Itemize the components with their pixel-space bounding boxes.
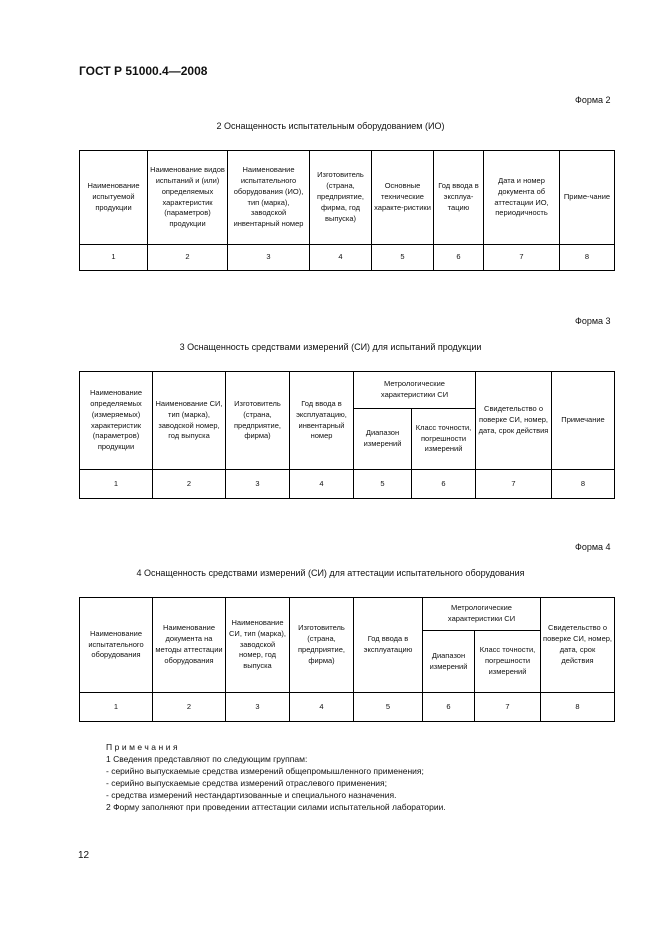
form-3-metrology-group-header: Метрологические характеристики СИ <box>354 372 476 409</box>
form-2-num-2: 2 <box>148 245 228 271</box>
form-2-col-4-header: Изготовитель (страна, предприятие, фирма, год выпуска) <box>310 151 372 245</box>
form-4-col-8-header: Свидетельство о поверке СИ, номер, дата, срок действия <box>541 598 615 693</box>
form-2-header-row <box>80 151 615 245</box>
note-line-4: - средства измерений нестандартизованные и специального назначения. <box>106 790 397 801</box>
form-3-caption: 3 Оснащенность средствами измерений (СИ) для испытаний продукции <box>179 342 482 352</box>
form-4-num-6: 6 <box>423 693 475 722</box>
form-4-col-5-header: Год ввода в эксплуатацию <box>354 598 423 693</box>
form-4-caption: 4 Оснащенность средствами измерений (СИ) для аттестации испытательного оборудования <box>136 568 525 578</box>
form-3-num-3: 3 <box>226 470 290 499</box>
form-2-num-4: 4 <box>310 245 372 271</box>
form-4-num-4: 4 <box>290 693 354 722</box>
form-3-num-1: 1 <box>80 470 153 499</box>
form-4-num-1: 1 <box>80 693 153 722</box>
form-3-col-5-header: Диапазон измерений <box>354 409 412 470</box>
form-4-col-7-header: Класс точности, погрешности измерений <box>475 631 541 693</box>
form-3-table <box>79 371 615 499</box>
form-4-num-2: 2 <box>153 693 226 722</box>
form-4-header-row-1 <box>80 598 615 631</box>
form-2-col-7-header: Дата и номер документа об аттестации ИО, периодичность <box>484 151 560 245</box>
notes-block <box>106 741 446 813</box>
page-number: 12 <box>78 850 90 861</box>
form-4-col-4-header: Изготовитель (страна, предприятие, фирма) <box>290 598 354 693</box>
form-4-metrology-group-header: Метрологические характеристики СИ <box>423 598 541 631</box>
note-line-2: - серийно выпускаемые средства измерений общепромышленного применения; <box>106 766 424 777</box>
form-2-num-5: 5 <box>372 245 434 271</box>
form-2-col-3-header: Наименование испытательного оборудования (ИО), тип (марка), заводской инвентарный номер <box>228 151 310 245</box>
form-2-num-1: 1 <box>80 245 148 271</box>
form-3-header-row-1 <box>80 372 615 409</box>
form-4-col-3-header: Наименование СИ, тип (марка), заводской номер, год выпуска <box>226 598 290 693</box>
form-2-number-row <box>80 245 615 271</box>
note-line-3: - серийно выпускаемые средства измерений отраслевого применения; <box>106 778 388 789</box>
form-3-num-8: 8 <box>552 470 615 499</box>
form-3-col-3-header: Изготовитель (страна, предприятие, фирма) <box>226 372 290 470</box>
form-4-table <box>79 597 615 722</box>
form-3-num-2: 2 <box>153 470 226 499</box>
form-3-label: Форма 3 <box>575 316 611 326</box>
form-3-number-row <box>80 470 615 499</box>
form-4-num-8: 8 <box>541 693 615 722</box>
document-header: ГОСТ Р 51000.4—2008 <box>79 64 208 78</box>
form-3-num-6: 6 <box>412 470 476 499</box>
form-2-caption: 2 Оснащенность испытательным оборудованием (ИО) <box>216 121 445 131</box>
form-2-num-3: 3 <box>228 245 310 271</box>
form-2-num-7: 7 <box>484 245 560 271</box>
form-3-col-2-header: Наименование СИ, тип (марка), заводской номер, год выпуска <box>153 372 226 470</box>
form-4-num-7: 7 <box>475 693 541 722</box>
form-2-col-6-header: Год ввода в эксплуа-тацию <box>434 151 484 245</box>
form-2-col-2-header: Наименование видов испытаний и (или) определяемых характеристик (параметров) продукции <box>148 151 228 245</box>
form-2-col-8-header: Приме-чание <box>560 151 615 245</box>
form-2-col-5-header: Основные технические характе-ристики <box>372 151 434 245</box>
form-2-num-6: 6 <box>434 245 484 271</box>
form-3-num-7: 7 <box>476 470 552 499</box>
form-2-num-8: 8 <box>560 245 615 271</box>
form-4-col-1-header: Наименование испытательного оборудования <box>80 598 153 693</box>
form-2-label: Форма 2 <box>575 95 611 105</box>
notes-title: Примечания <box>106 742 181 752</box>
form-4-col-6-header: Диапазон измерений <box>423 631 475 693</box>
form-2-table <box>79 150 615 271</box>
note-line-1: 1 Сведения представляют по следующим группам: <box>106 754 308 765</box>
form-2-col-1-header: Наименование испытуемой продукции <box>80 151 148 245</box>
form-4-label: Форма 4 <box>575 542 611 552</box>
form-4-num-5: 5 <box>354 693 423 722</box>
form-4-num-3: 3 <box>226 693 290 722</box>
form-4-col-2-header: Наименование документа на методы аттестации оборудования <box>153 598 226 693</box>
form-3-col-1-header: Наименование определяемых (измеряемых) характеристик (параметров) продукции <box>80 372 153 470</box>
form-3-col-8-header: Примечание <box>552 372 615 470</box>
form-3-col-4-header: Год ввода в эксплуатацию, инвентарный номер <box>290 372 354 470</box>
form-3-num-4: 4 <box>290 470 354 499</box>
form-4-number-row <box>80 693 615 722</box>
form-3-col-6-header: Класс точности, погрешности измерений <box>412 409 476 470</box>
note-line-5: 2 Форму заполняют при проведении аттестации силами испытательной лаборатории. <box>106 802 446 813</box>
form-3-col-7-header: Свидетельство о поверке СИ, номер, дата, срок действия <box>476 372 552 470</box>
form-3-num-5: 5 <box>354 470 412 499</box>
